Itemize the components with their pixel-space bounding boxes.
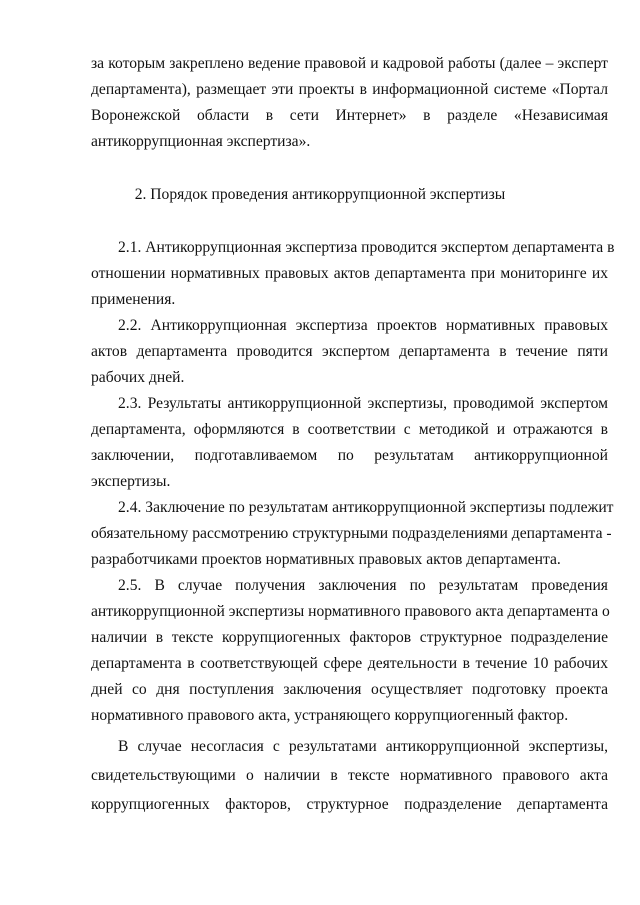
- p26-line-3: коррупциогенных факторов, структурное подразделение департамента: [91, 796, 608, 813]
- p23-line-3: заключении, подготавливаемом по результатам антикоррупционной: [91, 447, 608, 464]
- p25-line-2: антикоррупционной экспертизы нормативного правового акта департамента о: [91, 603, 610, 620]
- p25-line-1: 2.5. В случае получения заключения по результатам проведения: [118, 577, 608, 594]
- p22-line-1: 2.2. Антикоррупционная экспертиза проектов нормативных правовых: [118, 317, 608, 334]
- intro-line-1: за которым закреплено ведение правовой и кадровой работы (далее – эксперт: [91, 55, 608, 72]
- p22-line-3: рабочих дней.: [91, 369, 185, 386]
- p24-line-1: 2.4. Заключение по результатам антикоррупционной экспертизы подлежит: [118, 499, 614, 516]
- p21-line-3: применения.: [91, 291, 176, 308]
- p25-line-4: департамента в соответствующей сфере деятельности в течение 10 рабочих: [91, 655, 608, 672]
- p22-line-2: актов департамента проводится экспертом департамента в течение пяти: [91, 343, 608, 360]
- section-heading: 2. Порядок проведения антикоррупционной экспертизы: [134, 186, 506, 203]
- p26-line-1: В случае несогласия с результатами антикоррупционной экспертизы,: [118, 738, 608, 755]
- p23-line-1: 2.3. Результаты антикоррупционной экспертизы, проводимой экспертом: [118, 395, 608, 412]
- p21-line-2: отношении нормативных правовых актов департамента при мониторинге их: [91, 265, 608, 282]
- p25-line-6: нормативного правового акта, устраняющего коррупциогенный фактор.: [91, 707, 569, 724]
- intro-line-4: антикоррупционная экспертиза».: [91, 133, 311, 150]
- p25-line-5: дней со дня поступления заключения осуществляет подготовку проекта: [91, 681, 608, 698]
- p21-line-1: 2.1. Антикоррупционная экспертиза проводится экспертом департамента в: [118, 239, 615, 256]
- p23-line-4: экспертизы.: [91, 473, 171, 490]
- p26-line-2: свидетельствующими о наличии в тексте нормативного правового акта: [91, 767, 608, 784]
- p24-line-2: обязательному рассмотрению структурными подразделениями департамента -: [91, 525, 612, 542]
- p25-line-3: наличии в тексте коррупциогенных факторов структурное подразделение: [91, 629, 608, 646]
- p24-line-3: разработчиками проектов нормативных правовых актов департамента.: [91, 551, 561, 568]
- intro-line-3: Воронежской области в сети Интернет» в разделе «Независимая: [91, 107, 608, 124]
- intro-line-2: департамента), размещает эти проекты в информационной системе «Портал: [91, 81, 608, 98]
- p23-line-2: департамента, оформляются в соответствии с методикой и отражаются в: [91, 421, 608, 438]
